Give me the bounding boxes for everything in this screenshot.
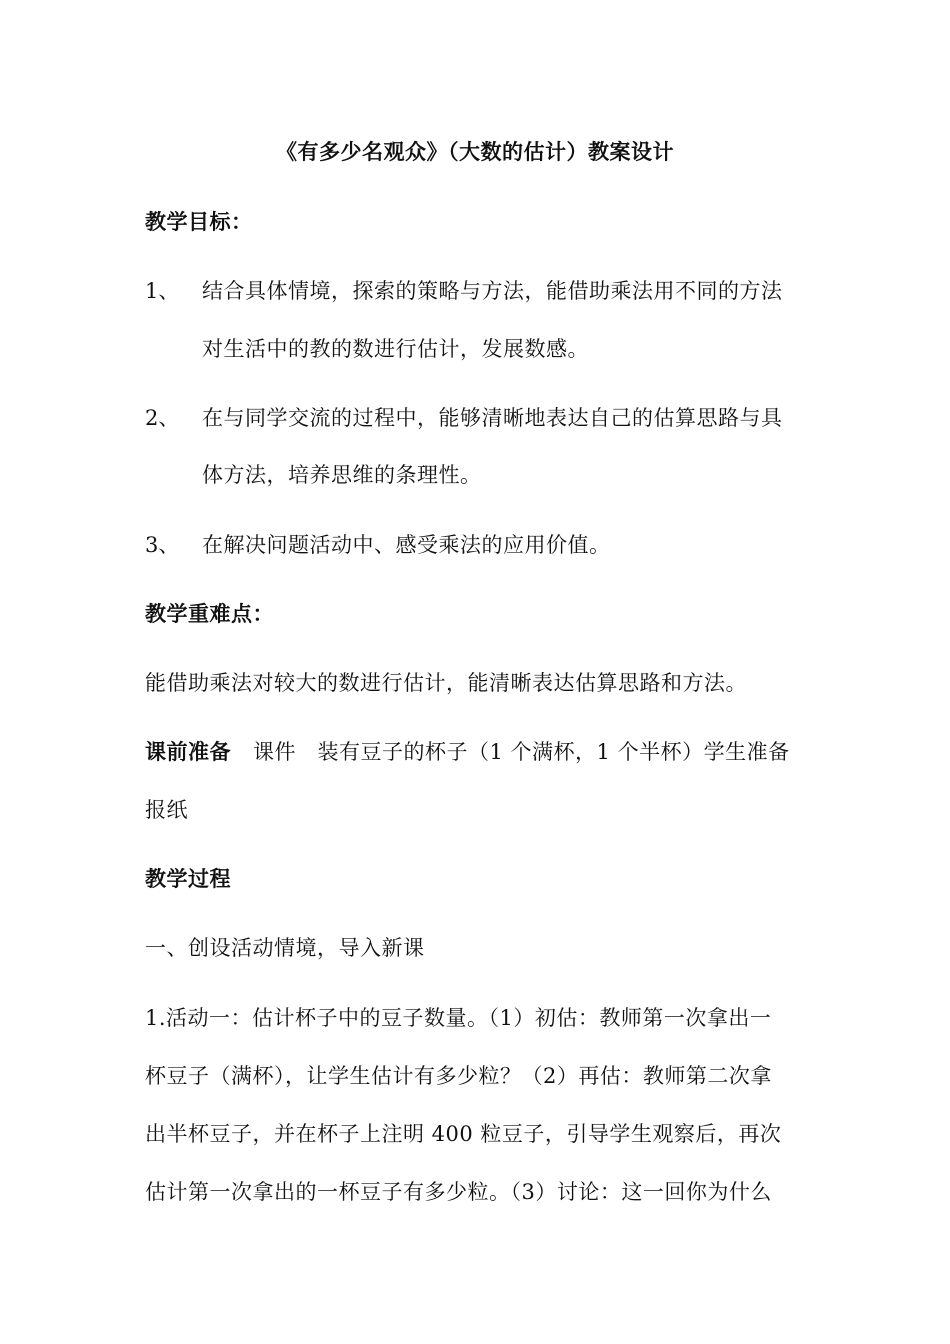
objective-3-line-1: 在解决问题活动中、感受乘法的应用价值。	[202, 533, 611, 557]
objectives-heading: 教学目标：	[145, 209, 253, 234]
activity-line-2: 杯豆子（满杯），让学生估计有多少粒？（2）再估：教师第二次拿	[145, 1064, 772, 1088]
objective-2-number: 2、	[145, 406, 180, 430]
objective-2-line-1: 在与同学交流的过程中，能够清晰地表达自己的估算思路与具	[202, 406, 783, 430]
activity-line-1: 1.活动一：估计杯子中的豆子数量。（1）初估：教师第一次拿出一	[145, 1006, 772, 1030]
preparation-line-1	[145, 737, 810, 767]
objective-1-line-2: 对生活中的教的数进行估计，发展数感。	[202, 337, 589, 361]
objective-1-number: 1、	[145, 279, 180, 303]
key-points-heading: 教学重难点：	[145, 601, 274, 626]
activity-line-3: 出半杯豆子，并在杯子上注明 400 粒豆子，引导学生观察后，再次	[145, 1122, 782, 1146]
preparation-text: 课件 装有豆子的杯子（1 个满杯，1 个半杯）学生准备	[253, 740, 790, 764]
objective-1-line-1: 结合具体情境，探索的策略与方法，能借助乘法用不同的方法	[202, 279, 783, 303]
activity-line-4: 估计第一次拿出的一杯豆子有多少粒。（3）讨论：这一回你为什么	[145, 1180, 772, 1204]
page-title: 《有多少名观众》（大数的估计）教案设计	[276, 139, 674, 164]
key-points-text: 能借助乘法对较大的数进行估计，能清晰表达估算思路和方法。	[145, 671, 747, 695]
process-heading: 教学过程	[145, 866, 231, 891]
preparation-line-2: 报纸	[145, 798, 188, 822]
objective-3-number: 3、	[145, 533, 180, 557]
objective-2-line-2: 体方法，培养思维的条理性。	[202, 463, 482, 487]
preparation-label: 课前准备	[145, 739, 231, 764]
section-1-heading: 一、创设活动情境，导入新课	[145, 936, 425, 960]
